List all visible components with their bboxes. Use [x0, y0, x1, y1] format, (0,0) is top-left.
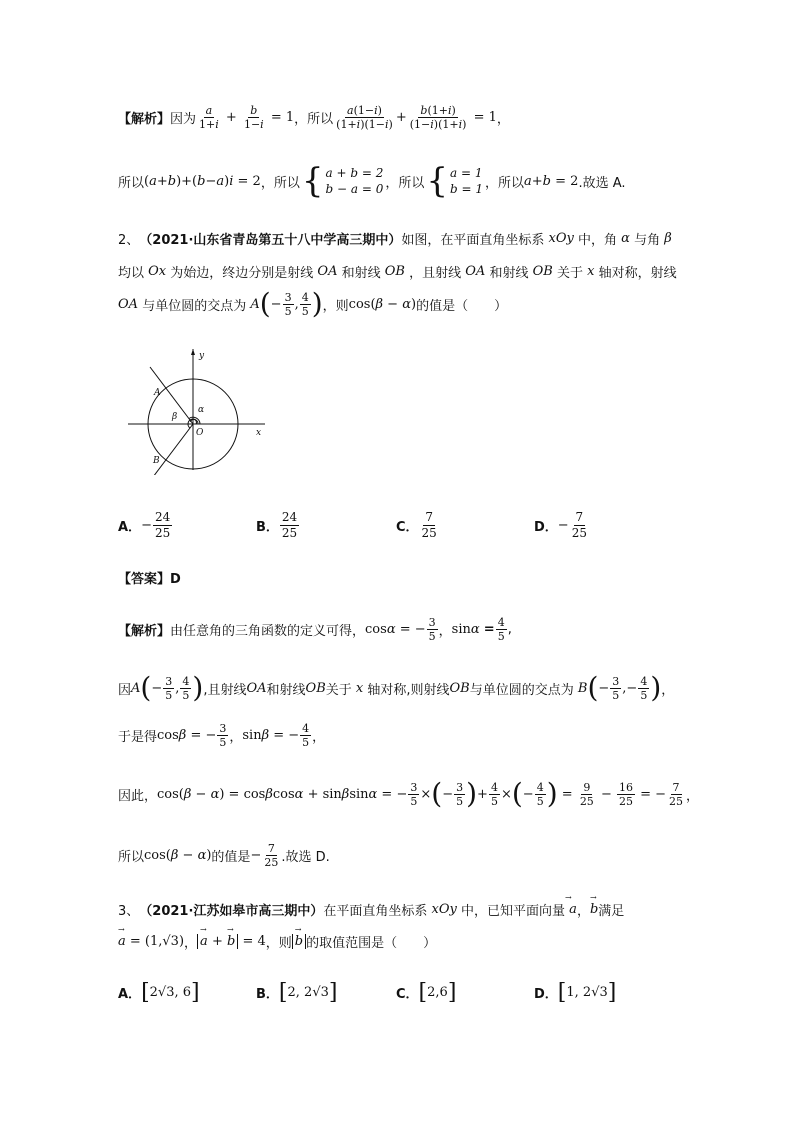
answer-line: 【答案】D: [118, 572, 181, 587]
q2-option-b[interactable]: B． $\frac{24}{25}$: [256, 510, 298, 540]
label-y: y: [199, 351, 205, 361]
analysis-tag: 【解析】: [118, 112, 171, 127]
question-source: （2021·山东省青岛第五十八中学高三期中）: [139, 233, 402, 248]
q3-option-c[interactable]: C． [ 2,6 ]: [396, 980, 457, 1005]
fraction: $\frac{a}{1+i}$: [199, 104, 219, 131]
question-2-line-1: 2、 （2021·山东省青岛第五十八中学高三期中） 如图，在平面直角坐标系 xOy 中，角 α 与角 β: [118, 231, 672, 248]
q3-option-d[interactable]: D． [ 1, 2√3 ]: [534, 980, 617, 1005]
question-source: （2021·江苏如皋市高三期中）: [139, 904, 324, 919]
q2-option-a[interactable]: A． − $\frac{24}{25}$: [118, 510, 171, 540]
fraction: $\frac{b(1+i)}{(1-i)(1+i)}$: [409, 104, 467, 131]
label-a: A: [154, 388, 161, 398]
q3-option-b[interactable]: B． [ 2, 2√3 ]: [256, 980, 338, 1005]
q2-option-c[interactable]: C． $\frac{7}{25}$: [396, 510, 437, 540]
equation-system: { a + b = 2 b − a = 0: [301, 161, 384, 201]
question-number: 3、: [118, 904, 140, 919]
label-b: B: [153, 456, 160, 466]
q2-analysis-line-5: 所以 cos(β − α) 的值是 − $\frac{7}{25}$ .故选 D.: [118, 842, 330, 869]
q2-analysis-line-4: 因此， cos(β − α) = cosβcosα + sinβsinα = − $\frac{3}{5}$ × ( − $\frac{3}{5}$ ) + $\frac{4}{5}$ × ( − $\frac{4}{5}$ ) = $\frac{9}{25}$ − $\frac{16}{25}$ = − $\frac{7}{25}$ ，: [118, 777, 700, 810]
q2-analysis-line-3: 于是得 cosβ = − $\frac{3}{5}$ ， sinβ = − $\frac{4}{5}$ ，: [118, 722, 326, 749]
label-beta: β: [172, 412, 178, 422]
analysis-line-1: 【解析】 因为 $\frac{a}{1+i}$ + $\frac{b}{1-i}$ = 1 ，所以 $\frac{a(1-i)}{(1+i)(1-i)}$ + $\frac{b(1+i)}{(1-i)(1+i)}$ = 1 ，: [118, 104, 510, 131]
y-axis-arrow-icon: [191, 349, 195, 355]
fraction: $\frac{b}{1-i}$: [243, 104, 264, 131]
equation-system: { a = 1 b = 1: [426, 161, 483, 201]
question-2-line-2: 均以 Ox 为始边，终边分别是射线 OA 和射线 OB ，且射线 OA 和射线 OB 关于 x 轴对称，射线: [118, 264, 677, 281]
analysis-line-2: 所以 (a+b)+(b−a)i = 2 ，所以 { a + b = 2 b − a = 0 ，所以 { a = 1 b = 1 ，所以 a + b = 2 .故选 A.: [118, 161, 626, 201]
label-o: O: [196, 428, 204, 438]
question-2-line-3: OA 与单位圆的交点为 A ( − $\frac{3}{5}$ , $\frac{4}{5}$ ) ，则 cos(β − α) 的值是（ ）: [118, 287, 508, 320]
q2-analysis-line-2: 因 A ( − $\frac{3}{5}$ , $\frac{4}{5}$ ) ,且射线 OA 和射线 OB 关于 x 轴对称,则射线 OB 与单位圆的交点为 B ( − $\frac{3}{5}$ ,− $\frac{4}{5}$ ) ，: [118, 671, 675, 704]
fraction: $\frac{a(1-i)}{(1+i)(1-i)}$: [336, 104, 393, 131]
question-3-line-2: → a = (1,√3) ， → a + → b = 4 ，则 → b 的取值范围是（ ）: [118, 932, 436, 951]
label-alpha: α: [198, 405, 205, 415]
q2-analysis-line-1: 【解析】 由任意角的三角函数的定义可得， cosα = − $\frac{3}{5}$ ， sinα = $\frac{4}{5}$ ,: [118, 616, 512, 643]
unit-circle-figure: [120, 345, 280, 475]
question-number: 2、: [118, 233, 140, 248]
q3-option-a[interactable]: A． [ 2√3, 6 ]: [118, 980, 200, 1005]
question-3-line-1: 3、 （2021·江苏如皋市高三期中） 在平面直角坐标系 xOy 中，已知平面向量 → a ， → b 满足: [118, 900, 624, 919]
label-x: x: [256, 428, 262, 438]
q2-option-d[interactable]: D． − $\frac{7}{25}$: [534, 510, 587, 540]
